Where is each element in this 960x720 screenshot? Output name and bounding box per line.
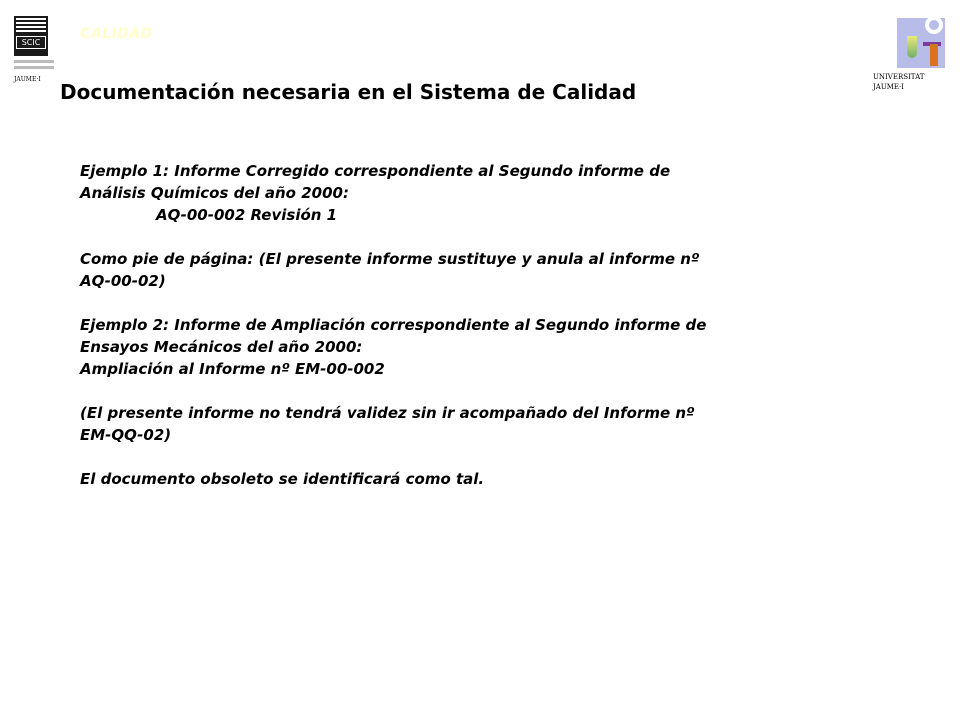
scic-logo-subtext: JAUME·I: [14, 76, 41, 83]
example1-line1: Ejemplo 1: Informe Corregido correspondiente al Segundo informe de: [80, 162, 671, 180]
uji-logo-ring-inner: [929, 20, 939, 30]
footer-note1-line1: Como pie de página: (El presente informe sustituye y anula al informe nº: [80, 250, 700, 268]
note2-line2: EM-QQ-02): [80, 426, 172, 444]
closing-line: El documento obsoleto se identificará como tal.: [80, 470, 485, 488]
scic-logo-label: SCIC: [16, 36, 46, 49]
note2-line1: (El presente informe no tendrá validez sin ir acompañado del Informe nº: [80, 404, 695, 422]
scic-logo-rule-2: [14, 66, 54, 69]
scic-logo-box: [14, 16, 48, 56]
example2-code: Ampliación al Informe nº EM-00-002: [80, 360, 385, 378]
page-title: Documentación necesaria en el Sistema de Calidad: [60, 80, 637, 104]
footer-note1-line2: AQ-00-02): [80, 272, 166, 290]
uji-logo-text: [873, 72, 924, 92]
example1-code: AQ-00-002 Revisión 1: [156, 206, 338, 224]
uji-logo-i: [930, 44, 938, 66]
uji-logo-line1: UNIVERSITAT: [873, 73, 925, 81]
scic-logo: [14, 16, 50, 83]
document-body: [80, 160, 870, 490]
section-label: CALIDAD: [80, 26, 153, 42]
example2-line1: Ejemplo 2: Informe de Ampliación correspondiente al Segundo informe de: [80, 316, 707, 334]
uji-logo-line2: JAUME·I: [873, 83, 905, 91]
example1-line2: Análisis Químicos del año 2000:: [80, 184, 349, 202]
scic-logo-stripes: [16, 18, 46, 32]
scic-logo-rule: [14, 60, 54, 63]
uji-logo-j: [907, 36, 917, 58]
uji-logo: [897, 18, 945, 68]
example2-line2: Ensayos Mecánicos del año 2000:: [80, 338, 363, 356]
